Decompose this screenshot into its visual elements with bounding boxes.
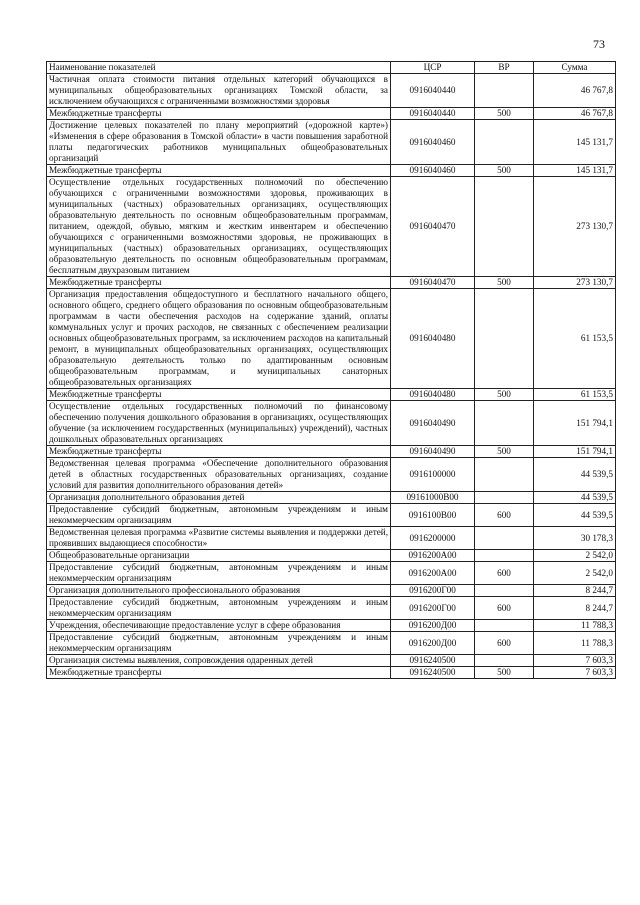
row-csr: 0916040460 [391, 165, 475, 177]
row-csr: 0916200А00 [391, 562, 475, 585]
row-sum: 145 131,7 [534, 120, 616, 165]
row-name: Организация дополнительного образования детей [47, 492, 391, 504]
table-row [47, 562, 616, 585]
row-sum: 44 539,5 [534, 458, 616, 492]
row-csr: 0916240500 [391, 667, 475, 679]
budget-table [46, 61, 616, 679]
row-sum: 273 130,7 [534, 277, 616, 289]
row-csr: 0916100В00 [391, 504, 475, 527]
header-name: Наименование показателей [47, 62, 391, 74]
row-name: Организация предоставления общедоступного и бесплатного начального общего, основного общего, среднего общего образования по основным общеобразовательным программам в части обеспечения расходов на содержание зданий, оплаты коммунальных услуг и прочих расходов, не связанных с обеспечением реализации основных общеобразовательных программ, за исключением расходов на капитальный ремонт, в муниципальных общеобразовательных организациях, осуществляющих образовательную деятельность только по адаптированным основным общеобразовательным программам, и муниципальных санаторных общеобразовательных организациях [47, 289, 391, 389]
row-sum: 61 153,5 [534, 289, 616, 389]
row-vr: 500 [475, 446, 534, 458]
row-csr: 0916040480 [391, 289, 475, 389]
table-row [47, 492, 616, 504]
row-vr [475, 527, 534, 550]
row-sum: 46 767,8 [534, 108, 616, 120]
row-name: Предоставление субсидий бюджетным, автономным учреждениям и иным некоммерческим организациям [47, 632, 391, 655]
row-sum: 151 794,1 [534, 401, 616, 446]
row-csr: 0916040440 [391, 108, 475, 120]
row-sum: 2 542,0 [534, 562, 616, 585]
row-name: Межбюджетные трансферты [47, 446, 391, 458]
row-vr [475, 401, 534, 446]
row-csr: 0916200Д00 [391, 620, 475, 632]
row-vr: 500 [475, 277, 534, 289]
row-vr [475, 74, 534, 108]
row-vr [475, 620, 534, 632]
row-name: Частичная оплата стоимости питания отдельных категорий обучающихся в муниципальных общеобразовательных организациях Томской области, за исключением обучающихся с ограниченными возможностями здоровья [47, 74, 391, 108]
table-row [47, 177, 616, 277]
row-csr: 0916040480 [391, 389, 475, 401]
table-row [47, 527, 616, 550]
row-vr [475, 550, 534, 562]
row-sum: 2 542,0 [534, 550, 616, 562]
row-vr [475, 585, 534, 597]
row-vr: 500 [475, 108, 534, 120]
row-sum: 61 153,5 [534, 389, 616, 401]
table-row [47, 620, 616, 632]
row-name: Организация дополнительного профессионального образования [47, 585, 391, 597]
row-name: Ведомственная целевая программа «Развитие системы выявления и поддержки детей, проявивших выдающиеся способности» [47, 527, 391, 550]
page-number: 73 [593, 37, 605, 51]
table-row [47, 632, 616, 655]
table-row [47, 389, 616, 401]
row-sum: 11 788,3 [534, 632, 616, 655]
row-name: Межбюджетные трансферты [47, 389, 391, 401]
table-row [47, 165, 616, 177]
table-row [47, 401, 616, 446]
row-csr: 0916040470 [391, 177, 475, 277]
row-csr: 0916040490 [391, 401, 475, 446]
row-vr: 500 [475, 165, 534, 177]
row-sum: 7 603,3 [534, 667, 616, 679]
table-row [47, 108, 616, 120]
row-csr: 0916200000 [391, 527, 475, 550]
row-sum: 273 130,7 [534, 177, 616, 277]
row-name: Осуществление отдельных государственных полномочий по обеспечению обучающихся с ограниченными возможностями здоровья, проживающих в муниципальных (частных) образовательных организациях, осуществляющих образовательную деятельность по основным общеобразовательным программам, питанием, одеждой, обувью, мягким и жестким инвентарем и обеспечению обучающихся с ограниченными возможностями здоровья, не проживающих в муниципальных (частных) образовательных организациях, осуществляющих образовательную деятельность по основным общеобразовательным программам, бесплатным двухразовым питанием [47, 177, 391, 277]
row-sum: 44 539,5 [534, 492, 616, 504]
row-name: Предоставление субсидий бюджетным, автономным учреждениям и иным некоммерческим организациям [47, 504, 391, 527]
row-vr [475, 177, 534, 277]
row-vr: 500 [475, 389, 534, 401]
row-sum: 151 794,1 [534, 446, 616, 458]
row-sum: 8 244,7 [534, 585, 616, 597]
row-csr: 0916040490 [391, 446, 475, 458]
row-vr: 600 [475, 597, 534, 620]
table-row [47, 667, 616, 679]
row-vr [475, 492, 534, 504]
row-vr [475, 289, 534, 389]
row-sum: 7 603,3 [534, 655, 616, 667]
row-csr: 0916200А00 [391, 550, 475, 562]
row-vr: 600 [475, 562, 534, 585]
row-vr [475, 120, 534, 165]
table-row [47, 597, 616, 620]
table-row [47, 504, 616, 527]
row-vr: 600 [475, 504, 534, 527]
row-sum: 30 178,3 [534, 527, 616, 550]
row-name: Организация системы выявления, сопровождения одаренных детей [47, 655, 391, 667]
table-row [47, 655, 616, 667]
row-vr: 600 [475, 632, 534, 655]
table-row [47, 550, 616, 562]
row-csr: 0916200Г00 [391, 597, 475, 620]
table-header-row [47, 62, 616, 74]
row-sum: 8 244,7 [534, 597, 616, 620]
row-name: Предоставление субсидий бюджетным, автономным учреждениям и иным некоммерческим организациям [47, 597, 391, 620]
header-csr: ЦСР [391, 62, 475, 74]
table-row [47, 446, 616, 458]
row-name: Межбюджетные трансферты [47, 165, 391, 177]
row-csr: 09161000В00 [391, 492, 475, 504]
table-row [47, 120, 616, 165]
row-sum: 11 788,3 [534, 620, 616, 632]
row-name: Общеобразовательные организации [47, 550, 391, 562]
row-csr: 0916040460 [391, 120, 475, 165]
row-sum: 44 539,5 [534, 504, 616, 527]
row-name: Предоставление субсидий бюджетным, автономным учреждениям и иным некоммерческим организациям [47, 562, 391, 585]
row-name: Достижение целевых показателей по плану мероприятий («дорожной карте») «Изменения в сфере образования в Томской области» в части повышения заработной платы педагогических работников муниципальных общеобразовательных организаций [47, 120, 391, 165]
row-vr: 500 [475, 667, 534, 679]
row-csr: 0916200Д00 [391, 632, 475, 655]
row-csr: 0916200Г00 [391, 585, 475, 597]
row-name: Ведомственная целевая программа «Обеспечение дополнительного образования детей в областных государственных образовательных организациях, создание условий для развития дополнительного образования детей» [47, 458, 391, 492]
table-row [47, 458, 616, 492]
table-row [47, 289, 616, 389]
row-name: Межбюджетные трансферты [47, 108, 391, 120]
table-row [47, 74, 616, 108]
row-name: Осуществление отдельных государственных полномочий по финансовому обеспечению получения дошкольного образования в организациях, осуществляющих обучение (за исключением государственных (муниципальных) учреждений), частных дошкольных образовательных организациях [47, 401, 391, 446]
row-csr: 0916240500 [391, 655, 475, 667]
row-name: Учреждения, обеспечивающие предоставление услуг в сфере образования [47, 620, 391, 632]
row-vr [475, 458, 534, 492]
row-name: Межбюджетные трансферты [47, 277, 391, 289]
row-csr: 0916040470 [391, 277, 475, 289]
row-name: Межбюджетные трансферты [47, 667, 391, 679]
row-sum: 46 767,8 [534, 74, 616, 108]
header-sum: Сумма [534, 62, 616, 74]
table-row [47, 585, 616, 597]
row-sum: 145 131,7 [534, 165, 616, 177]
row-vr [475, 655, 534, 667]
row-csr: 0916040440 [391, 74, 475, 108]
table-row [47, 277, 616, 289]
header-vr: ВР [475, 62, 534, 74]
row-csr: 0916100000 [391, 458, 475, 492]
